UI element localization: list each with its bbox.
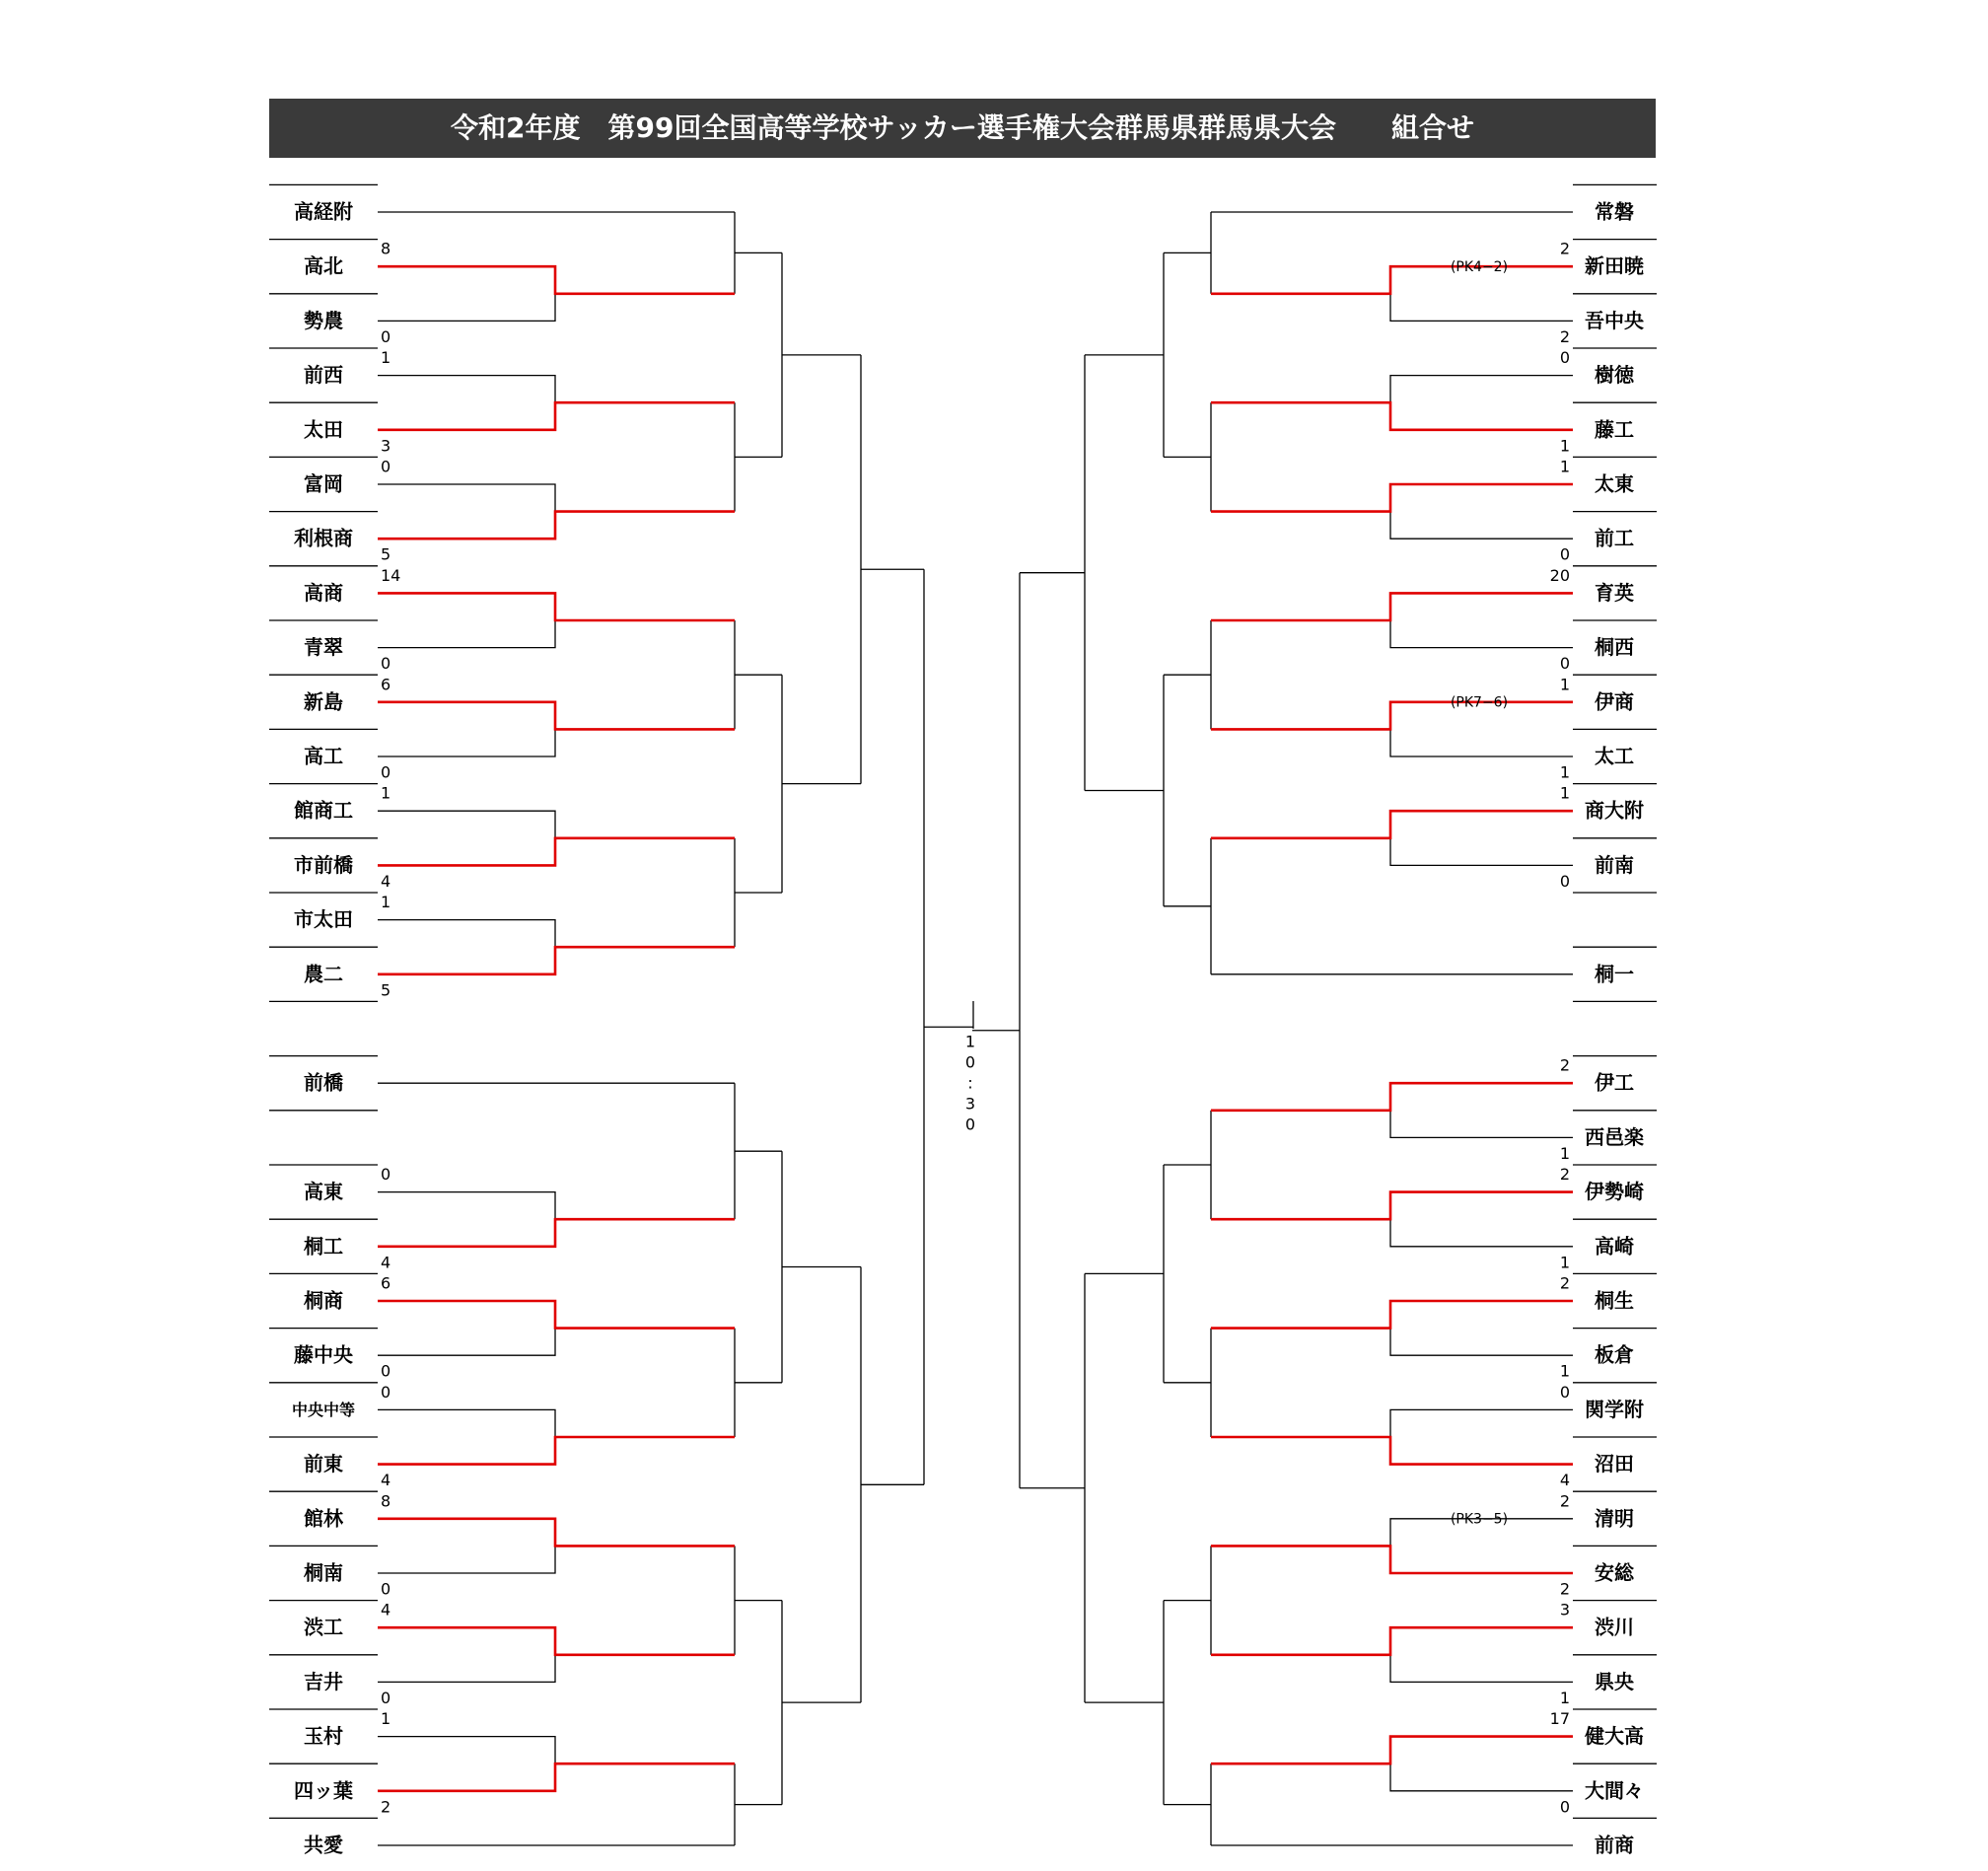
match-loser-line [378, 729, 555, 756]
match-score: 5 [381, 980, 391, 1000]
match-loser-line [378, 1737, 555, 1764]
match-winner-line [378, 402, 735, 430]
match-loser-line [1390, 838, 1573, 866]
match-score: 2 [381, 1797, 391, 1817]
match-score: 0 [381, 1579, 391, 1599]
team-name: 桐商 [304, 1288, 343, 1313]
team-name: 西邑楽 [1585, 1124, 1644, 1149]
match-winner-line [378, 702, 735, 730]
match-score: 1 [1559, 436, 1570, 456]
final-time-char: 0 [964, 1052, 976, 1072]
team-name: 高北 [304, 253, 343, 278]
team-name: 前南 [1595, 852, 1634, 877]
match-score: 0 [381, 1688, 391, 1707]
match-winner-line [1211, 702, 1573, 730]
match-score: 0 [1559, 654, 1570, 674]
match-score: 0 [381, 1382, 391, 1402]
match-winner-line [378, 838, 735, 866]
team-name: 商大附 [1585, 798, 1644, 823]
match-score: 1 [1559, 1253, 1570, 1272]
match-loser-line [1390, 1409, 1573, 1437]
team-name: 県央 [1595, 1669, 1634, 1693]
match-loser-line [1390, 1111, 1573, 1138]
match-score: 2 [1559, 1491, 1570, 1511]
team-name: 高商 [304, 580, 343, 605]
match-loser-line [1390, 512, 1573, 540]
match-score: 0 [381, 762, 391, 782]
team-name: 館商工 [294, 798, 353, 823]
team-name: 高工 [304, 744, 343, 768]
match-score: 1 [1559, 762, 1570, 782]
match-winner-line [1211, 402, 1573, 430]
team-name: 玉村 [304, 1724, 343, 1749]
match-score: 1 [381, 1709, 391, 1729]
match-score: 1 [381, 893, 391, 912]
match-winner-line [1211, 1083, 1573, 1111]
match-winner-line [378, 1219, 735, 1247]
team-name: 樹徳 [1595, 363, 1634, 388]
team-name: 常磐 [1595, 199, 1634, 224]
match-score: 4 [381, 1600, 391, 1619]
team-name: 清明 [1595, 1506, 1634, 1531]
match-score: 6 [381, 1273, 391, 1293]
match-score: 0 [381, 1165, 391, 1185]
team-name: 新田暁 [1585, 253, 1644, 278]
match-score: 2 [1559, 326, 1570, 346]
match-score: 2 [1559, 1579, 1570, 1599]
match-score: 0 [381, 457, 391, 476]
pk-result: (PK3−5) [1450, 1511, 1509, 1528]
final-time-char: 3 [964, 1094, 976, 1114]
final-time-char: 0 [964, 1115, 976, 1134]
team-name: 関学附 [1585, 1397, 1644, 1421]
match-score: 1 [1559, 1688, 1570, 1707]
match-loser-line [378, 294, 555, 322]
team-name: 桐西 [1595, 635, 1634, 660]
match-loser-line [1390, 1329, 1573, 1356]
match-score: 4 [381, 871, 391, 891]
team-name: 太工 [1595, 744, 1634, 768]
match-score: 1 [1559, 1143, 1570, 1163]
team-name: 伊工 [1595, 1070, 1634, 1095]
team-name: 富岡 [304, 471, 343, 496]
match-winner-line [1211, 1627, 1573, 1655]
match-loser-line [1390, 1219, 1573, 1247]
match-loser-line [1390, 376, 1573, 403]
team-name: 大間々 [1585, 1778, 1644, 1803]
team-name: 前橋 [304, 1070, 343, 1095]
team-name: 育英 [1595, 580, 1634, 605]
match-score: 0 [1559, 1382, 1570, 1402]
match-score: 1 [1559, 675, 1570, 694]
match-score: 2 [1559, 1165, 1570, 1185]
match-loser-line [378, 484, 555, 512]
team-name: 前西 [304, 363, 343, 388]
match-score: 2 [1559, 239, 1570, 258]
match-winner-line [378, 947, 735, 974]
match-loser-line [378, 811, 555, 838]
match-winner-line [378, 1519, 735, 1547]
match-score: 0 [381, 326, 391, 346]
pk-result: (PK4−2) [1450, 258, 1509, 275]
match-score: 3 [381, 436, 391, 456]
match-winner-line [378, 1763, 735, 1791]
match-winner-line [1211, 484, 1573, 512]
team-name: 前工 [1595, 526, 1634, 550]
bracket-lines [269, 184, 1657, 1871]
match-score: 2 [1559, 1055, 1570, 1075]
match-loser-line [1390, 620, 1573, 648]
match-score: 8 [381, 1491, 391, 1511]
team-name: 前東 [304, 1452, 343, 1476]
winner-lines [378, 266, 1573, 1791]
match-winner-line [1211, 593, 1573, 620]
pk-result: (PK7−6) [1450, 694, 1509, 711]
match-loser-line [378, 1655, 555, 1683]
match-score: 0 [1559, 348, 1570, 368]
match-score: 5 [381, 544, 391, 564]
match-score: 0 [1559, 544, 1570, 564]
match-loser-line [1390, 1763, 1573, 1791]
team-name: 市太田 [294, 907, 353, 932]
match-loser-line [378, 1192, 555, 1220]
team-name: 高経附 [294, 199, 353, 224]
team-name: 渋川 [1595, 1615, 1634, 1639]
team-name: 桐工 [304, 1234, 343, 1259]
team-name: 藤中央 [294, 1342, 353, 1367]
match-score: 20 [1549, 565, 1570, 585]
team-name: 伊商 [1595, 689, 1634, 714]
team-name: 青翠 [304, 635, 343, 660]
match-score: 1 [381, 783, 391, 803]
match-score: 17 [1549, 1709, 1570, 1729]
match-score: 14 [381, 565, 401, 585]
match-score: 1 [1559, 457, 1570, 476]
match-winner-line [378, 1301, 735, 1329]
match-score: 6 [381, 675, 391, 694]
match-score: 1 [1559, 1361, 1570, 1381]
match-score: 3 [1559, 1600, 1570, 1619]
match-winner-line [1211, 1301, 1573, 1329]
match-winner-line [378, 512, 735, 540]
match-winner-line [1211, 1192, 1573, 1220]
team-name: 桐一 [1595, 962, 1634, 986]
team-name: 吉井 [304, 1669, 343, 1693]
match-loser-line [378, 1329, 555, 1356]
team-name: 桐生 [1595, 1288, 1634, 1313]
match-loser-line [378, 620, 555, 648]
team-name: 四ッ葉 [294, 1778, 353, 1803]
match-score: 1 [381, 348, 391, 368]
match-score: 4 [381, 1253, 391, 1272]
match-score: 0 [381, 654, 391, 674]
match-score: 8 [381, 239, 391, 258]
match-winner-line [1211, 1437, 1573, 1465]
match-loser-line [378, 1546, 555, 1573]
team-name: 伊勢崎 [1585, 1180, 1644, 1204]
match-score: 0 [381, 1361, 391, 1381]
match-score: 4 [1559, 1471, 1570, 1490]
team-name: 吾中央 [1585, 308, 1644, 332]
match-loser-line [378, 920, 555, 948]
match-score: 4 [381, 1471, 391, 1490]
team-name: 太田 [304, 417, 343, 442]
team-name: 農二 [304, 962, 343, 986]
match-winner-line [1211, 266, 1573, 294]
team-name: 渋工 [304, 1615, 343, 1639]
team-name: 藤工 [1595, 417, 1634, 442]
match-loser-line [1390, 294, 1573, 322]
team-name: 前商 [1595, 1833, 1634, 1857]
match-score: 0 [1559, 1797, 1570, 1817]
match-winner-line [1211, 811, 1573, 838]
team-name: 板倉 [1595, 1342, 1634, 1367]
team-name: 安総 [1595, 1560, 1634, 1585]
match-winner-line [378, 266, 735, 294]
match-score: 2 [1559, 1273, 1570, 1293]
match-winner-line [1211, 1737, 1573, 1764]
final-time-char: 1 [964, 1032, 976, 1051]
team-name: 高崎 [1595, 1234, 1634, 1259]
team-name: 勢農 [304, 308, 343, 332]
final-time-char: : [967, 1073, 973, 1093]
match-score: 0 [1559, 871, 1570, 891]
team-name: 利根商 [294, 526, 353, 550]
page-title: 令和2年度 第99回全国高等学校サッカー選手権大会群馬県群馬県大会 組合せ [451, 111, 1474, 144]
match-winner-line [378, 593, 735, 620]
team-name: 中央中等 [291, 1400, 356, 1419]
match-winner-line [1211, 1546, 1573, 1573]
match-loser-line [378, 376, 555, 403]
team-name: 共愛 [304, 1833, 343, 1857]
team-name: 館林 [304, 1506, 343, 1531]
match-score: 1 [1559, 783, 1570, 803]
team-name: 健大高 [1585, 1724, 1644, 1749]
match-loser-line [378, 1409, 555, 1437]
match-loser-line [1390, 1655, 1573, 1683]
match-winner-line [378, 1437, 735, 1465]
team-name: 新島 [304, 689, 343, 714]
bracket-labels [292, 200, 1644, 1857]
team-name: 高東 [304, 1180, 343, 1204]
team-name: 太東 [1595, 471, 1634, 496]
team-name: 桐南 [304, 1560, 343, 1585]
team-name: 市前橋 [294, 852, 353, 877]
match-loser-line [1390, 729, 1573, 756]
team-name: 沼田 [1595, 1452, 1634, 1476]
match-winner-line [378, 1627, 735, 1655]
